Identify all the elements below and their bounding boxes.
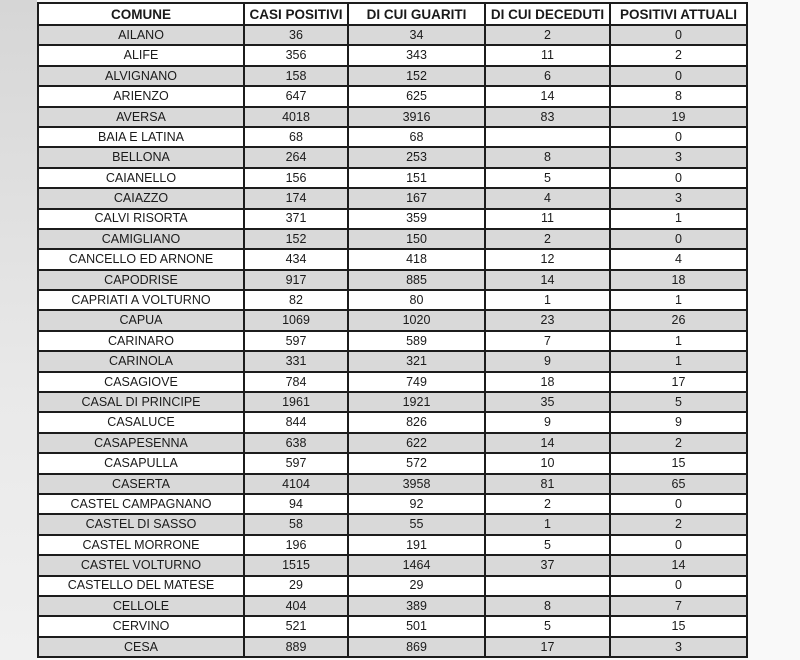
positivi-attuali-cell: 7 xyxy=(610,596,747,616)
casi-positivi-cell: 4104 xyxy=(244,474,348,494)
column-header-casi-positivi: CASI POSITIVI xyxy=(244,3,348,25)
casi-positivi-cell: 356 xyxy=(244,45,348,65)
casi-positivi-cell: 404 xyxy=(244,596,348,616)
positivi-attuali-cell: 5 xyxy=(610,392,747,412)
table-row xyxy=(38,331,747,351)
table-row xyxy=(38,45,747,65)
positivi-attuali-cell: 0 xyxy=(610,127,747,147)
comune-cell: CASTEL VOLTURNO xyxy=(38,555,244,575)
deceduti-cell: 5 xyxy=(485,168,610,188)
guariti-cell: 34 xyxy=(348,25,485,45)
comune-cell: CASTEL MORRONE xyxy=(38,535,244,555)
positivi-attuali-cell: 1 xyxy=(610,209,747,229)
table-row xyxy=(38,637,747,657)
comune-cell: CERVINO xyxy=(38,616,244,636)
deceduti-cell: 11 xyxy=(485,209,610,229)
comune-cell: CAPODRISE xyxy=(38,270,244,290)
guariti-cell: 253 xyxy=(348,147,485,167)
casi-positivi-cell: 917 xyxy=(244,270,348,290)
casi-positivi-cell: 434 xyxy=(244,249,348,269)
comune-cell: ARIENZO xyxy=(38,86,244,106)
positivi-attuali-cell: 3 xyxy=(610,147,747,167)
casi-positivi-cell: 784 xyxy=(244,372,348,392)
table-row xyxy=(38,596,747,616)
deceduti-cell: 1 xyxy=(485,290,610,310)
positivi-attuali-cell: 26 xyxy=(610,310,747,330)
comune-cell: CASTELLO DEL MATESE xyxy=(38,576,244,596)
deceduti-cell: 37 xyxy=(485,555,610,575)
deceduti-cell: 83 xyxy=(485,107,610,127)
table-row xyxy=(38,229,747,249)
guariti-cell: 80 xyxy=(348,290,485,310)
casi-positivi-cell: 82 xyxy=(244,290,348,310)
deceduti-cell: 5 xyxy=(485,616,610,636)
table-row xyxy=(38,433,747,453)
deceduti-cell: 35 xyxy=(485,392,610,412)
deceduti-cell: 7 xyxy=(485,331,610,351)
casi-positivi-cell: 371 xyxy=(244,209,348,229)
casi-positivi-cell: 152 xyxy=(244,229,348,249)
guariti-cell: 191 xyxy=(348,535,485,555)
guariti-cell: 3958 xyxy=(348,474,485,494)
comune-cell: CASTEL DI SASSO xyxy=(38,514,244,534)
guariti-cell: 92 xyxy=(348,494,485,514)
guariti-cell: 1020 xyxy=(348,310,485,330)
casi-positivi-cell: 196 xyxy=(244,535,348,555)
table-row xyxy=(38,412,747,432)
table-row xyxy=(38,514,747,534)
table-row xyxy=(38,576,747,596)
deceduti-cell: 2 xyxy=(485,229,610,249)
comune-cell: CASALUCE xyxy=(38,412,244,432)
table-row xyxy=(38,474,747,494)
deceduti-cell: 2 xyxy=(485,25,610,45)
positivi-attuali-cell: 15 xyxy=(610,453,747,473)
comune-cell: ALVIGNANO xyxy=(38,66,244,86)
guariti-cell: 3916 xyxy=(348,107,485,127)
positivi-attuali-cell: 9 xyxy=(610,412,747,432)
covid-comuni-table xyxy=(37,2,748,658)
deceduti-cell: 14 xyxy=(485,86,610,106)
deceduti-cell: 9 xyxy=(485,351,610,371)
deceduti-cell: 2 xyxy=(485,494,610,514)
table-row xyxy=(38,127,747,147)
guariti-cell: 589 xyxy=(348,331,485,351)
guariti-cell: 869 xyxy=(348,637,485,657)
guariti-cell: 572 xyxy=(348,453,485,473)
column-header-comune: COMUNE xyxy=(38,3,244,25)
positivi-attuali-cell: 65 xyxy=(610,474,747,494)
table-row xyxy=(38,168,747,188)
page-left-margin xyxy=(0,0,37,660)
comune-cell: CAIANELLO xyxy=(38,168,244,188)
comune-cell: CASAPESENNA xyxy=(38,433,244,453)
positivi-attuali-cell: 1 xyxy=(610,351,747,371)
positivi-attuali-cell: 4 xyxy=(610,249,747,269)
comune-cell: CASAGIOVE xyxy=(38,372,244,392)
comune-cell: CANCELLO ED ARNONE xyxy=(38,249,244,269)
positivi-attuali-cell: 15 xyxy=(610,616,747,636)
casi-positivi-cell: 597 xyxy=(244,331,348,351)
positivi-attuali-cell: 0 xyxy=(610,168,747,188)
guariti-cell: 151 xyxy=(348,168,485,188)
casi-positivi-cell: 889 xyxy=(244,637,348,657)
column-header-di-cui-deceduti: DI CUI DECEDUTI xyxy=(485,3,610,25)
comune-cell: CALVI RISORTA xyxy=(38,209,244,229)
table-row xyxy=(38,392,747,412)
guariti-cell: 501 xyxy=(348,616,485,636)
casi-positivi-cell: 156 xyxy=(244,168,348,188)
table-row xyxy=(38,351,747,371)
deceduti-cell: 9 xyxy=(485,412,610,432)
guariti-cell: 625 xyxy=(348,86,485,106)
comune-cell: ALIFE xyxy=(38,45,244,65)
comune-cell: CAPUA xyxy=(38,310,244,330)
guariti-cell: 150 xyxy=(348,229,485,249)
comune-cell: CAPRIATI A VOLTURNO xyxy=(38,290,244,310)
positivi-attuali-cell: 2 xyxy=(610,514,747,534)
table-row xyxy=(38,555,747,575)
table-row xyxy=(38,86,747,106)
deceduti-cell: 8 xyxy=(485,596,610,616)
comune-cell: CESA xyxy=(38,637,244,657)
positivi-attuali-cell: 0 xyxy=(610,229,747,249)
comune-cell: AILANO xyxy=(38,25,244,45)
table-row xyxy=(38,494,747,514)
deceduti-cell: 10 xyxy=(485,453,610,473)
table-row xyxy=(38,66,747,86)
casi-positivi-cell: 264 xyxy=(244,147,348,167)
casi-positivi-cell: 36 xyxy=(244,25,348,45)
comune-cell: BAIA E LATINA xyxy=(38,127,244,147)
casi-positivi-cell: 521 xyxy=(244,616,348,636)
casi-positivi-cell: 94 xyxy=(244,494,348,514)
comune-cell: CAMIGLIANO xyxy=(38,229,244,249)
guariti-cell: 826 xyxy=(348,412,485,432)
casi-positivi-cell: 29 xyxy=(244,576,348,596)
deceduti-cell: 5 xyxy=(485,535,610,555)
guariti-cell: 622 xyxy=(348,433,485,453)
comune-cell: CASAPULLA xyxy=(38,453,244,473)
positivi-attuali-cell: 8 xyxy=(610,86,747,106)
table-row xyxy=(38,249,747,269)
deceduti-cell: 11 xyxy=(485,45,610,65)
guariti-cell: 55 xyxy=(348,514,485,534)
positivi-attuali-cell: 19 xyxy=(610,107,747,127)
guariti-cell: 359 xyxy=(348,209,485,229)
deceduti-cell: 14 xyxy=(485,433,610,453)
table-row xyxy=(38,616,747,636)
casi-positivi-cell: 68 xyxy=(244,127,348,147)
deceduti-cell: 1 xyxy=(485,514,610,534)
table-row xyxy=(38,270,747,290)
comune-cell: CAIAZZO xyxy=(38,188,244,208)
header-row xyxy=(38,3,747,25)
casi-positivi-cell: 158 xyxy=(244,66,348,86)
deceduti-cell xyxy=(485,576,610,596)
guariti-cell: 321 xyxy=(348,351,485,371)
positivi-attuali-cell: 3 xyxy=(610,637,747,657)
positivi-attuali-cell: 18 xyxy=(610,270,747,290)
comune-cell: CARINOLA xyxy=(38,351,244,371)
table-row xyxy=(38,310,747,330)
guariti-cell: 885 xyxy=(348,270,485,290)
deceduti-cell: 23 xyxy=(485,310,610,330)
positivi-attuali-cell: 0 xyxy=(610,66,747,86)
deceduti-cell: 17 xyxy=(485,637,610,657)
table-body xyxy=(38,25,747,657)
table-row xyxy=(38,188,747,208)
casi-positivi-cell: 647 xyxy=(244,86,348,106)
casi-positivi-cell: 638 xyxy=(244,433,348,453)
casi-positivi-cell: 1069 xyxy=(244,310,348,330)
casi-positivi-cell: 4018 xyxy=(244,107,348,127)
positivi-attuali-cell: 2 xyxy=(610,45,747,65)
comune-cell: CELLOLE xyxy=(38,596,244,616)
guariti-cell: 343 xyxy=(348,45,485,65)
table-row xyxy=(38,25,747,45)
guariti-cell: 418 xyxy=(348,249,485,269)
guariti-cell: 1921 xyxy=(348,392,485,412)
positivi-attuali-cell: 0 xyxy=(610,494,747,514)
positivi-attuali-cell: 2 xyxy=(610,433,747,453)
deceduti-cell: 8 xyxy=(485,147,610,167)
comune-cell: BELLONA xyxy=(38,147,244,167)
table-row xyxy=(38,209,747,229)
casi-positivi-cell: 58 xyxy=(244,514,348,534)
column-header-positivi-attuali: POSITIVI ATTUALI xyxy=(610,3,747,25)
deceduti-cell: 4 xyxy=(485,188,610,208)
positivi-attuali-cell: 0 xyxy=(610,535,747,555)
comune-cell: CASERTA xyxy=(38,474,244,494)
casi-positivi-cell: 331 xyxy=(244,351,348,371)
guariti-cell: 68 xyxy=(348,127,485,147)
positivi-attuali-cell: 1 xyxy=(610,331,747,351)
deceduti-cell: 14 xyxy=(485,270,610,290)
casi-positivi-cell: 1961 xyxy=(244,392,348,412)
positivi-attuali-cell: 0 xyxy=(610,25,747,45)
deceduti-cell: 6 xyxy=(485,66,610,86)
guariti-cell: 29 xyxy=(348,576,485,596)
guariti-cell: 749 xyxy=(348,372,485,392)
table-row xyxy=(38,453,747,473)
deceduti-cell: 81 xyxy=(485,474,610,494)
positivi-attuali-cell: 3 xyxy=(610,188,747,208)
casi-positivi-cell: 597 xyxy=(244,453,348,473)
guariti-cell: 389 xyxy=(348,596,485,616)
table-row xyxy=(38,372,747,392)
comune-cell: CASAL DI PRINCIPE xyxy=(38,392,244,412)
casi-positivi-cell: 174 xyxy=(244,188,348,208)
table-row xyxy=(38,535,747,555)
positivi-attuali-cell: 0 xyxy=(610,576,747,596)
positivi-attuali-cell: 17 xyxy=(610,372,747,392)
table-row xyxy=(38,147,747,167)
casi-positivi-cell: 1515 xyxy=(244,555,348,575)
table-row xyxy=(38,107,747,127)
deceduti-cell: 12 xyxy=(485,249,610,269)
comune-cell: CARINARO xyxy=(38,331,244,351)
column-header-di-cui-guariti: DI CUI GUARITI xyxy=(348,3,485,25)
guariti-cell: 1464 xyxy=(348,555,485,575)
positivi-attuali-cell: 1 xyxy=(610,290,747,310)
guariti-cell: 167 xyxy=(348,188,485,208)
comune-cell: AVERSA xyxy=(38,107,244,127)
comune-cell: CASTEL CAMPAGNANO xyxy=(38,494,244,514)
deceduti-cell xyxy=(485,127,610,147)
casi-positivi-cell: 844 xyxy=(244,412,348,432)
positivi-attuali-cell: 14 xyxy=(610,555,747,575)
guariti-cell: 152 xyxy=(348,66,485,86)
table-row xyxy=(38,290,747,310)
deceduti-cell: 18 xyxy=(485,372,610,392)
